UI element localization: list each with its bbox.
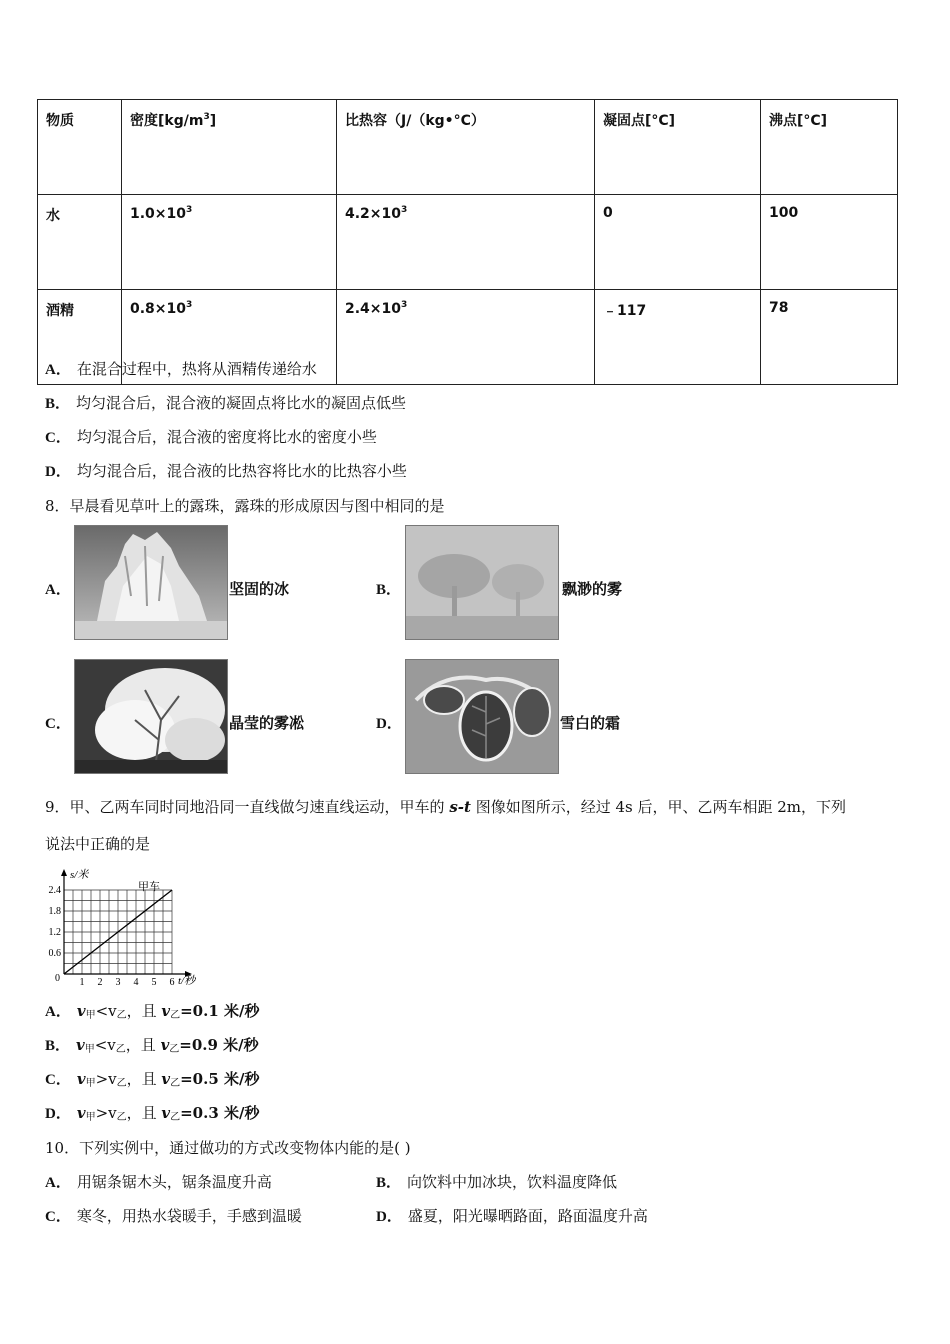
y-axis-arrow	[61, 869, 67, 876]
frost-image	[405, 659, 559, 774]
q7-option-d: D． 均匀混合后，混合液的比热容将比水的比热容小些	[45, 462, 407, 480]
q8-option-d-caption: 雪白的霜	[560, 714, 621, 732]
q10-option-c: C． 寒冬，用热水袋暖手，手感到温暖	[45, 1207, 302, 1225]
header-density: 密度$[kg/m^3]$	[122, 100, 337, 195]
y-tick-label: 1.8	[48, 906, 61, 917]
q10-stem: 10．下列实例中，通过做功的方式改变物体内能的是( )	[45, 1139, 411, 1157]
q10-option-a: A． 用锯条锯木头，锯条温度升高	[45, 1173, 272, 1191]
origin-label: 0	[55, 973, 60, 984]
line-label: 甲车	[138, 881, 160, 893]
properties-table	[37, 99, 898, 385]
x-tick-label: 5	[151, 977, 157, 986]
fog-image	[405, 525, 559, 640]
table-header-row	[38, 100, 898, 195]
y-tick-label: 1.2	[48, 927, 61, 938]
cell-heat: $2.4\times 10^3$	[337, 290, 595, 385]
cell-density: $1.0\times 10^3$	[122, 195, 337, 290]
cell-boil: 78	[761, 290, 898, 385]
cell-name: 水	[38, 195, 122, 290]
y-tick-label: 2.4	[48, 885, 61, 896]
cell-name: 酒精	[38, 290, 122, 385]
x-tick-label: 1	[79, 977, 85, 986]
header-boiling-point: 沸点[°C]	[761, 100, 898, 195]
header-freezing-point: 凝固点[°C]	[595, 100, 761, 195]
q8-option-b-letter: B．	[376, 582, 402, 598]
q8-option-b-caption: 飘渺的雾	[562, 580, 623, 598]
q10-option-b: B． 向饮料中加冰块，饮料温度降低	[376, 1173, 618, 1191]
cell-boil: 100	[761, 195, 898, 290]
ice-image	[74, 525, 228, 640]
q8-option-c-letter: C．	[45, 716, 71, 732]
q8-stem: 8．早晨看见草叶上的露珠，露珠的形成原因与图中相同的是	[45, 497, 445, 515]
q8-option-a-caption: 坚固的冰	[229, 580, 290, 598]
x-tick-label: 2	[97, 977, 103, 986]
header-substance: 物质	[38, 100, 122, 195]
header-specific-heat: 比热容（J/（kg•°C）	[337, 100, 595, 195]
cell-freeze: ﹣117	[595, 290, 761, 385]
q7-option-c: C． 均匀混合后，混合液的密度将比水的密度小些	[45, 428, 377, 446]
q8-option-a-letter: A．	[45, 582, 71, 598]
q9-option-c: C． $v_甲>v_乙$，且 $v_乙=0.5$ 米/秒	[45, 1070, 260, 1089]
table-row	[38, 195, 898, 290]
cell-heat: $4.2\times 10^3$	[337, 195, 595, 290]
cell-freeze: 0	[595, 195, 761, 290]
q10-option-d: D． 盛夏，阳光曝晒路面，路面温度升高	[376, 1207, 648, 1225]
y-tick-label: 0.6	[48, 948, 61, 959]
q9-option-d: D． $v_甲>v_乙$，且 $v_乙=0.3$ 米/秒	[45, 1104, 260, 1123]
rime-image	[74, 659, 228, 774]
x-tick-label: 4	[133, 977, 139, 986]
q9-stem: 9．甲、乙两车同时同地沿同一直线做匀速直线运动，甲车的 s-t 图像如图所示，经过 4s 后，甲、乙两车相距 2m，下列	[45, 798, 847, 816]
q8-option-d-letter: D．	[376, 716, 402, 732]
q9-stem-line2: 说法中正确的是	[45, 835, 151, 853]
q7-option-a: A． 在混合过程中，热将从酒精传递给水	[45, 360, 317, 378]
q8-option-c-caption: 晶莹的雾凇	[229, 714, 305, 732]
q9-option-b: B． $v_甲<v_乙$，且 $v_乙=0.9$ 米/秒	[45, 1036, 259, 1055]
st-graph	[40, 866, 210, 986]
x-tick-label: 3	[115, 977, 121, 986]
x-tick-label: 6	[169, 977, 175, 986]
q9-option-a: A． $v_甲<v_乙$，且 $v_乙=0.1$ 米/秒	[45, 1002, 260, 1021]
y-axis-label: s/米	[70, 869, 89, 881]
cell-density: $0.8\times 10^3$	[122, 290, 337, 385]
q7-option-b: B． 均匀混合后，混合液的凝固点将比水的凝固点低些	[45, 394, 407, 412]
x-axis-label: t/秒	[178, 975, 196, 986]
